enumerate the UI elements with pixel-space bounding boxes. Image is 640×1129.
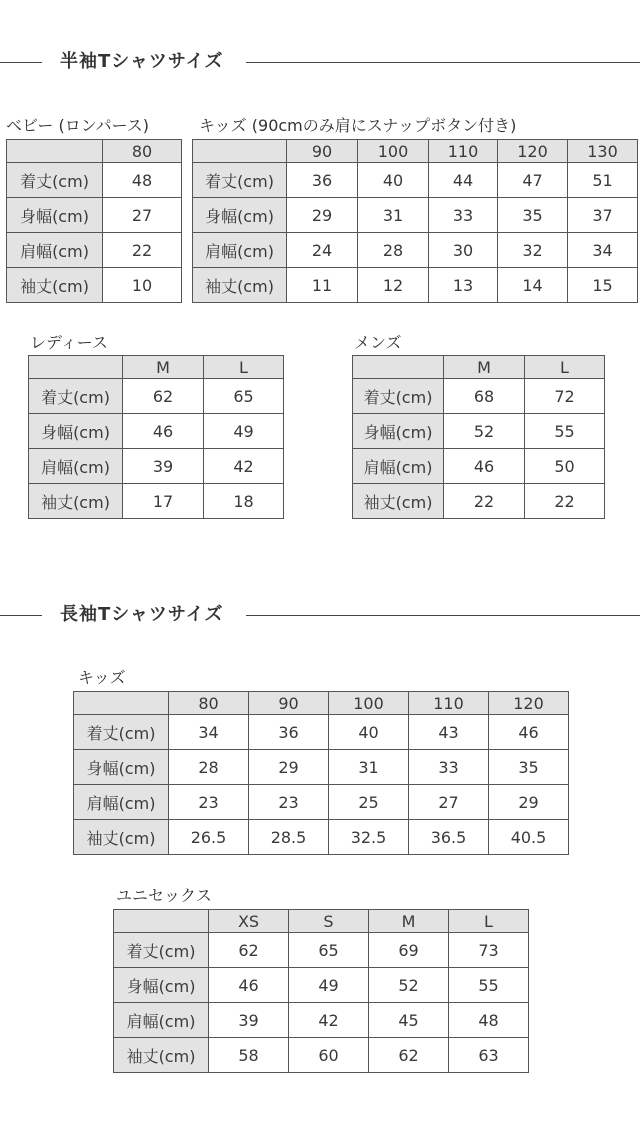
size-header-cell: XS xyxy=(209,910,289,933)
measurement-value: 25 xyxy=(329,785,409,820)
size-header-cell: S xyxy=(289,910,369,933)
unisex-table-caption: ユニセックス xyxy=(116,886,212,905)
table-row xyxy=(7,268,182,303)
measurement-label: 肩幅(cm) xyxy=(114,1003,209,1038)
measurement-value: 12 xyxy=(358,268,429,303)
size-header-cell: 90 xyxy=(287,140,358,163)
measurement-value: 36 xyxy=(287,163,358,198)
measurement-value: 33 xyxy=(409,750,489,785)
baby-table-caption: ベビー (ロンパース) xyxy=(6,116,150,135)
measurement-value: 11 xyxy=(287,268,358,303)
measurement-value: 58 xyxy=(209,1038,289,1073)
size-header-cell: 80 xyxy=(169,692,249,715)
size-header-cell: 130 xyxy=(568,140,638,163)
measurement-value: 62 xyxy=(209,933,289,968)
measurement-value: 49 xyxy=(204,414,284,449)
measurement-value: 14 xyxy=(498,268,568,303)
measurement-value: 23 xyxy=(249,785,329,820)
size-header-cell: 90 xyxy=(249,692,329,715)
measurement-value: 39 xyxy=(209,1003,289,1038)
measurement-value: 37 xyxy=(568,198,638,233)
size-header-cell: L xyxy=(449,910,529,933)
measurement-value: 29 xyxy=(287,198,358,233)
measurement-value: 44 xyxy=(429,163,498,198)
table-row xyxy=(74,785,569,820)
size-header-cell: 100 xyxy=(329,692,409,715)
measurement-value: 29 xyxy=(249,750,329,785)
table-row xyxy=(29,379,284,414)
table-row xyxy=(74,820,569,855)
size-header-cell: M xyxy=(123,356,204,379)
size-header-row xyxy=(74,692,569,715)
measurement-label: 袖丈(cm) xyxy=(29,484,123,519)
measurement-value: 28 xyxy=(358,233,429,268)
measurement-label: 着丈(cm) xyxy=(353,379,444,414)
measurement-label: 着丈(cm) xyxy=(7,163,103,198)
measurement-value: 63 xyxy=(449,1038,529,1073)
measurement-value: 10 xyxy=(103,268,182,303)
header-rule-left xyxy=(0,62,42,63)
measurement-value: 49 xyxy=(289,968,369,1003)
table-row xyxy=(7,163,182,198)
size-header-cell: 100 xyxy=(358,140,429,163)
size-header-cell: 80 xyxy=(103,140,182,163)
measurement-value: 26.5 xyxy=(169,820,249,855)
size-header-row xyxy=(353,356,605,379)
table-row xyxy=(193,268,638,303)
measurement-value: 47 xyxy=(498,163,568,198)
table-row xyxy=(114,1003,529,1038)
measurement-label: 袖丈(cm) xyxy=(353,484,444,519)
measurement-label: 肩幅(cm) xyxy=(29,449,123,484)
size-header-cell: 120 xyxy=(498,140,568,163)
measurement-value: 48 xyxy=(449,1003,529,1038)
short-sleeve-section-title: 半袖Tシャツサイズ xyxy=(60,51,224,72)
measurement-value: 46 xyxy=(444,449,525,484)
measurement-value: 62 xyxy=(123,379,204,414)
table-row xyxy=(353,484,605,519)
corner-cell xyxy=(74,692,169,715)
measurement-value: 51 xyxy=(568,163,638,198)
table-row xyxy=(74,750,569,785)
measurement-value: 35 xyxy=(498,198,568,233)
measurement-value: 27 xyxy=(103,198,182,233)
measurement-value: 69 xyxy=(369,933,449,968)
measurement-label: 身幅(cm) xyxy=(353,414,444,449)
table-row xyxy=(193,163,638,198)
measurement-value: 18 xyxy=(204,484,284,519)
measurement-value: 42 xyxy=(289,1003,369,1038)
table-row xyxy=(114,968,529,1003)
measurement-value: 17 xyxy=(123,484,204,519)
measurement-value: 65 xyxy=(289,933,369,968)
measurement-value: 46 xyxy=(123,414,204,449)
measurement-value: 28 xyxy=(169,750,249,785)
measurement-label: 袖丈(cm) xyxy=(74,820,169,855)
size-header-cell: L xyxy=(204,356,284,379)
size-header-row xyxy=(29,356,284,379)
measurement-label: 身幅(cm) xyxy=(193,198,287,233)
measurement-value: 22 xyxy=(103,233,182,268)
measurement-value: 55 xyxy=(449,968,529,1003)
measurement-value: 13 xyxy=(429,268,498,303)
measurement-value: 39 xyxy=(123,449,204,484)
measurement-value: 46 xyxy=(489,715,569,750)
measurement-value: 34 xyxy=(568,233,638,268)
size-header-row xyxy=(7,140,182,163)
measurement-label: 袖丈(cm) xyxy=(114,1038,209,1073)
measurement-value: 29 xyxy=(489,785,569,820)
mens-table-caption: メンズ xyxy=(354,333,402,352)
measurement-label: 肩幅(cm) xyxy=(74,785,169,820)
short-sleeve-section-header xyxy=(0,48,640,78)
measurement-label: 着丈(cm) xyxy=(114,933,209,968)
measurement-value: 50 xyxy=(525,449,605,484)
measurement-value: 36.5 xyxy=(409,820,489,855)
table-row xyxy=(353,449,605,484)
measurement-value: 52 xyxy=(444,414,525,449)
measurement-label: 身幅(cm) xyxy=(74,750,169,785)
measurement-value: 36 xyxy=(249,715,329,750)
ladies-table-caption: レディース xyxy=(30,333,108,352)
unisex-size-table xyxy=(113,909,529,1073)
measurement-value: 40.5 xyxy=(489,820,569,855)
measurement-value: 15 xyxy=(568,268,638,303)
ladies-size-table xyxy=(28,355,284,519)
table-row xyxy=(353,414,605,449)
size-header-cell: L xyxy=(525,356,605,379)
measurement-value: 62 xyxy=(369,1038,449,1073)
measurement-value: 68 xyxy=(444,379,525,414)
table-row xyxy=(74,715,569,750)
kids-short-size-table xyxy=(192,139,638,303)
measurement-value: 32.5 xyxy=(329,820,409,855)
measurement-label: 身幅(cm) xyxy=(7,198,103,233)
header-rule-left xyxy=(0,615,42,616)
measurement-label: 肩幅(cm) xyxy=(193,233,287,268)
measurement-value: 32 xyxy=(498,233,568,268)
corner-cell xyxy=(353,356,444,379)
table-row xyxy=(29,414,284,449)
measurement-label: 着丈(cm) xyxy=(74,715,169,750)
corner-cell xyxy=(7,140,103,163)
measurement-value: 33 xyxy=(429,198,498,233)
table-row xyxy=(114,1038,529,1073)
long-sleeve-section-title: 長袖Tシャツサイズ xyxy=(60,604,224,625)
measurement-value: 52 xyxy=(369,968,449,1003)
measurement-value: 65 xyxy=(204,379,284,414)
measurement-value: 43 xyxy=(409,715,489,750)
size-header-cell: 120 xyxy=(489,692,569,715)
long-sleeve-section-header xyxy=(0,601,640,631)
header-rule-right xyxy=(246,62,640,63)
corner-cell xyxy=(29,356,123,379)
measurement-value: 73 xyxy=(449,933,529,968)
measurement-value: 72 xyxy=(525,379,605,414)
measurement-value: 42 xyxy=(204,449,284,484)
kids-long-size-table xyxy=(73,691,569,855)
measurement-value: 55 xyxy=(525,414,605,449)
measurement-value: 22 xyxy=(525,484,605,519)
measurement-value: 28.5 xyxy=(249,820,329,855)
measurement-label: 身幅(cm) xyxy=(114,968,209,1003)
corner-cell xyxy=(193,140,287,163)
measurement-label: 袖丈(cm) xyxy=(7,268,103,303)
size-header-cell: M xyxy=(369,910,449,933)
table-row xyxy=(29,484,284,519)
kids-long-table-caption: キッズ xyxy=(78,668,126,687)
table-row xyxy=(193,233,638,268)
measurement-value: 34 xyxy=(169,715,249,750)
measurement-label: 肩幅(cm) xyxy=(7,233,103,268)
measurement-value: 30 xyxy=(429,233,498,268)
mens-size-table xyxy=(352,355,605,519)
measurement-value: 24 xyxy=(287,233,358,268)
measurement-label: 肩幅(cm) xyxy=(353,449,444,484)
measurement-value: 22 xyxy=(444,484,525,519)
header-rule-right xyxy=(246,615,640,616)
measurement-value: 31 xyxy=(358,198,429,233)
measurement-label: 袖丈(cm) xyxy=(193,268,287,303)
table-row xyxy=(353,379,605,414)
table-row xyxy=(29,449,284,484)
size-header-row xyxy=(193,140,638,163)
table-row xyxy=(7,233,182,268)
measurement-label: 着丈(cm) xyxy=(29,379,123,414)
measurement-value: 31 xyxy=(329,750,409,785)
size-header-cell: 110 xyxy=(429,140,498,163)
measurement-value: 27 xyxy=(409,785,489,820)
table-row xyxy=(7,198,182,233)
kids-short-table-caption: キッズ (90cmのみ肩にスナップボタン付き) xyxy=(199,116,517,135)
measurement-value: 45 xyxy=(369,1003,449,1038)
measurement-label: 着丈(cm) xyxy=(193,163,287,198)
measurement-value: 23 xyxy=(169,785,249,820)
measurement-label: 身幅(cm) xyxy=(29,414,123,449)
size-header-row xyxy=(114,910,529,933)
table-row xyxy=(193,198,638,233)
measurement-value: 35 xyxy=(489,750,569,785)
measurement-value: 46 xyxy=(209,968,289,1003)
measurement-value: 40 xyxy=(358,163,429,198)
size-header-cell: M xyxy=(444,356,525,379)
table-row xyxy=(114,933,529,968)
measurement-value: 48 xyxy=(103,163,182,198)
measurement-value: 40 xyxy=(329,715,409,750)
size-header-cell: 110 xyxy=(409,692,489,715)
corner-cell xyxy=(114,910,209,933)
measurement-value: 60 xyxy=(289,1038,369,1073)
baby-size-table xyxy=(6,139,182,303)
